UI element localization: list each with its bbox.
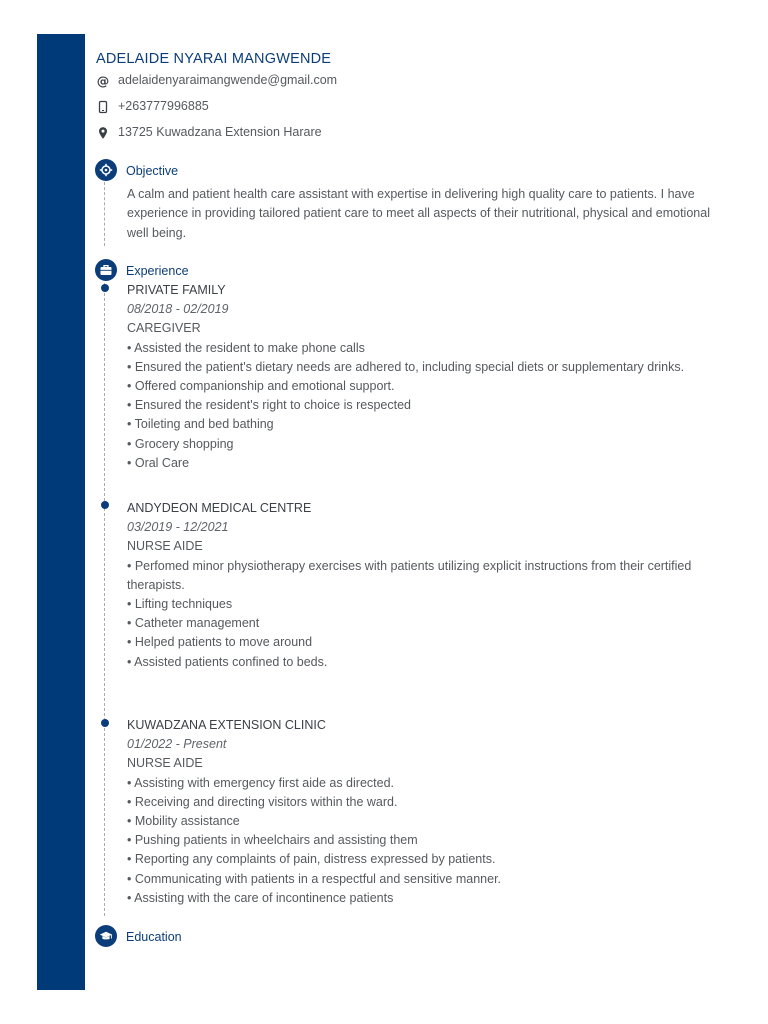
job-bullet: • Reporting any complaints of pain, distress expressed by patients. bbox=[127, 852, 496, 867]
timeline-dot bbox=[101, 719, 109, 727]
job-dates: 01/2022 - Present bbox=[127, 737, 227, 752]
graduation-cap-icon bbox=[95, 925, 117, 947]
candidate-name: ADELAIDE NYARAI MANGWENDE bbox=[96, 51, 332, 67]
job-role: NURSE AIDE bbox=[127, 539, 203, 554]
job-bullet: • Grocery shopping bbox=[127, 436, 234, 451]
address-text: 13725 Kuwadzana Extension Harare bbox=[118, 125, 322, 139]
mobile-phone-icon bbox=[96, 100, 110, 114]
contact-address bbox=[96, 125, 516, 143]
job-company: PRIVATE FAMILY bbox=[127, 283, 226, 297]
job-bullet: • Ensured the patient's dietary needs are adhered to, including special diets or supplementary drinks. bbox=[127, 359, 685, 374]
timeline-dot bbox=[101, 501, 109, 509]
phone-text: +263777996885 bbox=[118, 99, 209, 113]
experience-heading: Experience bbox=[126, 264, 189, 278]
job-entry-private-family bbox=[127, 281, 707, 473]
job-bullet: • Receiving and directing visitors within the ward. bbox=[127, 794, 398, 809]
contact-phone bbox=[96, 99, 516, 117]
job-bullet: • Toileting and bed bathing bbox=[127, 417, 274, 432]
job-company: KUWADZANA EXTENSION CLINIC bbox=[127, 718, 326, 732]
job-bullet: • Mobility assistance bbox=[127, 814, 240, 829]
svg-text:@: @ bbox=[96, 74, 110, 88]
job-dates: 08/2018 - 02/2019 bbox=[127, 302, 229, 317]
email-text[interactable]: adelaidenyaraimangwende@gmail.com bbox=[118, 73, 338, 87]
map-pin-icon bbox=[96, 126, 110, 140]
job-bullet: • Lifting techniques bbox=[127, 597, 233, 612]
job-bullet: • Communicating with patients in a respectful and sensitive manner. bbox=[127, 871, 502, 886]
timeline-dot bbox=[101, 284, 109, 292]
job-bullet: • Catheter management bbox=[127, 616, 260, 631]
job-bullet: • Pushing patients in wheelchairs and assisting them bbox=[127, 833, 418, 848]
job-bullet: • Oral Care bbox=[127, 455, 190, 470]
job-bullet: • Perfomed minor physiotherapy exercises with patients utilizing explicit instructions from their certified therapists. bbox=[127, 558, 692, 592]
education-heading: Education bbox=[126, 930, 182, 944]
job-entry-kuwadzana bbox=[127, 716, 707, 908]
job-bullet: • Offered companionship and emotional support. bbox=[127, 379, 395, 394]
job-entry-andydeon bbox=[127, 499, 707, 672]
job-company: ANDYDEON MEDICAL CENTRE bbox=[127, 501, 312, 515]
experience-timeline bbox=[104, 283, 105, 916]
job-role: CAREGIVER bbox=[127, 321, 201, 336]
objective-text: A calm and patient health care assistant with expertise in delivering high quality care to patients. I have experience in providing tailored patient care to meet all aspects of their nutritional, physical and emotional well being. bbox=[127, 187, 710, 240]
job-role: NURSE AIDE bbox=[127, 756, 203, 771]
objective-timeline bbox=[104, 182, 105, 246]
briefcase-icon bbox=[95, 259, 117, 281]
at-icon bbox=[96, 74, 110, 88]
left-accent-bar bbox=[37, 34, 85, 990]
job-bullet: • Assisted the resident to make phone calls bbox=[127, 340, 365, 355]
objective-heading: Objective bbox=[126, 164, 179, 178]
contact-email bbox=[96, 73, 516, 91]
job-bullet: • Helped patients to move around bbox=[127, 635, 313, 650]
job-bullet: • Assisting with the care of incontinence patients bbox=[127, 890, 394, 905]
job-bullet: • Assisting with emergency first aide as directed. bbox=[127, 775, 394, 790]
job-bullet: • Ensured the resident's right to choice is respected bbox=[127, 398, 411, 413]
target-icon bbox=[95, 159, 117, 181]
job-bullet: • Assisted patients confined to beds. bbox=[127, 654, 328, 669]
job-dates: 03/2019 - 12/2021 bbox=[127, 520, 229, 535]
